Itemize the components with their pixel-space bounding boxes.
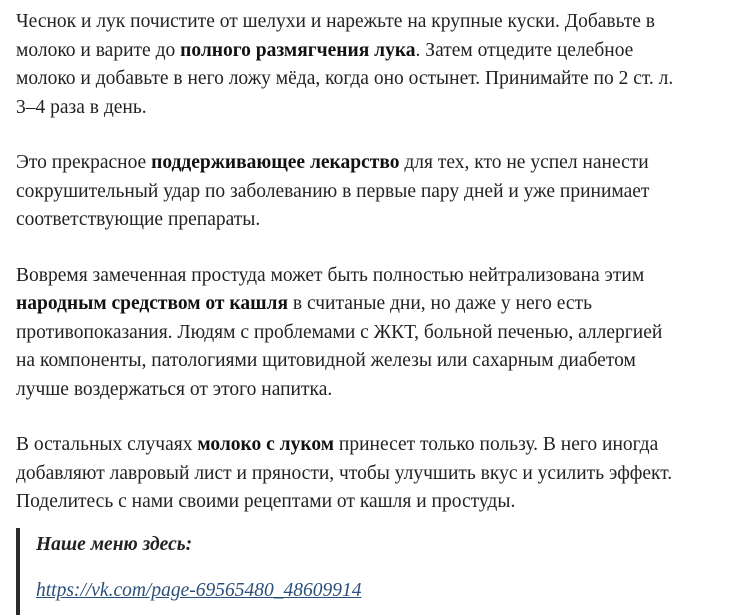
bold-phrase: поддерживающее лекарство [151, 152, 400, 173]
text-run: соответствующие препараты. [16, 209, 261, 230]
bold-phrase: полного размягчения лука [180, 39, 416, 61]
bold-phrase: народным средством от кашля [16, 293, 289, 314]
blockquote [16, 528, 716, 615]
text-run: Чеснок и лук почистите от шелухи и нарежьте на крупные куски. Добавьте в [16, 11, 656, 32]
text-run: для тех, кто не успел нанести [399, 152, 649, 173]
quote-title: Наше меню здесь: [36, 534, 193, 555]
paragraph [16, 262, 728, 405]
text-run: в считаные дни, но даже у него есть [288, 293, 592, 314]
text-run: добавляют лавровый лист и пряности, чтобы улучшить вкус и усилить эффект. [16, 462, 673, 484]
menu-link[interactable]: https://vk.com/page-69565480_48609914 [36, 580, 362, 601]
text-run: . Затем отцедите целебное [415, 39, 634, 61]
text-run: сокрушительный удар по заболеванию в первые пару дней и уже принимает [16, 180, 650, 202]
text-run: принесет только пользу. В него иногда [334, 434, 659, 455]
text-run: на компоненты, патологиями щитовидной железы или сахарным диабетом [16, 350, 636, 371]
paragraph [16, 431, 728, 517]
text-run: лучше воздержаться от этого напитка. [16, 378, 333, 400]
text-run: В остальных случаях [16, 434, 198, 455]
text-run: противопоказания. Людям с проблемами с ЖКТ, больной печенью, аллергией [16, 321, 663, 343]
text-run: Поделитесь с нами своими рецептами от кашля и простуды. [16, 491, 516, 512]
text-run: молоко и добавьте в него ложу мёда, когда оно остынет. Принимайте по 2 ст. л. [16, 68, 674, 89]
text-run: молоко и варите до [16, 39, 181, 61]
paragraph [16, 149, 728, 235]
paragraph [16, 8, 728, 122]
text-run: Вовремя замеченная простуда может быть полностью нейтрализована этим [16, 264, 645, 286]
article-body [16, 8, 728, 544]
bold-phrase: молоко с луком [197, 434, 335, 455]
text-run: 3–4 раза в день. [16, 96, 147, 118]
text-run: Это прекрасное [16, 152, 152, 173]
